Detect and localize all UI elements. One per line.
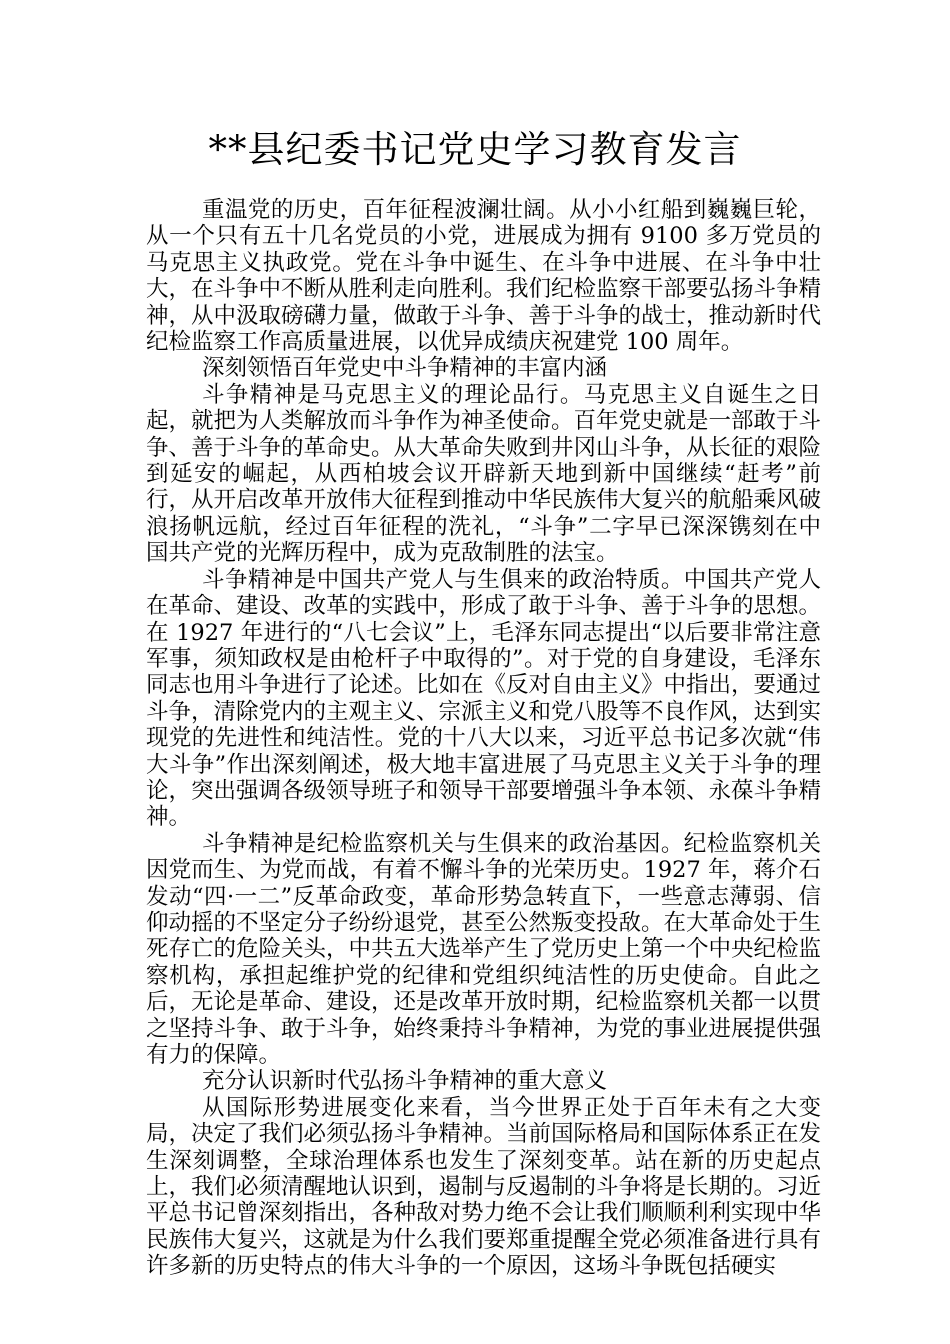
paragraph-political-trait: 斗争精神是中国共产党人与生俱来的政治特质。中国共产党人在革命、建设、改革的实践中，形成了敢于斗争、善于斗争的思想。在 1927 年进行的“八七会议”上，毛泽东同志提出“以后要非常注意军事，须知政权是由枪杆子中取得的”。对于党的自身建设，毛泽东同志也用斗争进行了论述。比如在《反对自由主义》中指出，要通过斗争，清除党内的主观主义、宗派主义和党八股等不良作风，达到实现党的先进性和纯洁性。党的十八大以来，习近平总书记多次就“伟大斗争”作出深刻阐述，极大地丰富进展了马克思主义关于斗争的理论，突出强调各级领导班子和领导干部要增强斗争本领、永葆斗争精神。 [146,566,822,831]
section-heading-2: 充分认识新时代弘扬斗争精神的重大意义 [202,1068,608,1095]
paragraph-theory: 斗争精神是马克思主义的理论品行。马克思主义自诞生之日起，就把为人类解放而斗争作为神圣使命。百年党史就是一部敢于斗争、善于斗争的革命史。从大革命失败到井冈山斗争，从长征的艰险到延安的崛起，从西柏坡会议开辟新天地到新中国继续“赶考”前行，从开启改革开放伟大征程到推动中华民族伟大复兴的航船乘风破浪扬帆远航，经过百年征程的洗礼，“斗争”二字早已深深镌刻在中国共产党的光辉历程中，成为克敌制胜的法宝。 [146,381,822,567]
document-title: **县纪委书记党史学习教育发言 [208,128,742,171]
paragraph-political-gene: 斗争精神是纪检监察机关与生俱来的政治基因。纪检监察机关因党而生、为党而战，有着不懈斗争的光荣历史。1927 年，蒋介石发动“四·一二”反革命政变，革命形势急转直下，一些意志薄弱、信仰动摇的不坚定分子纷纷退党，甚至公然叛变投敌。在大革命处于生死存亡的危险关头，中共五大选举产生了党历史上第一个中央纪检监察机构，承担起维护党的纪律和党组织纯洁性的历史使命。自此之后，无论是革命、建设，还是改革开放时期，纪检监察机关都一以贯之坚持斗争、敢于斗争，始终秉持斗争精神，为党的事业进展提供强有力的保障。 [146,830,822,1068]
section-heading-1: 深刻领悟百年党史中斗争精神的丰富内涵 [202,355,608,382]
paragraph-intro: 重温党的历史，百年征程波澜壮阔。从小小红船到巍巍巨轮，从一个只有五十几名党员的小党，进展成为拥有 9100 多万党员的马克思主义执政党。党在斗争中诞生、在斗争中进展、在斗争中壮大，在斗争中不断从胜利走向胜利。我们纪检监察干部要弘扬斗争精神，从中汲取磅礴力量，做敢于斗争、善于斗争的战士，推动新时代纪检监察工作高质量进展，以优异成绩庆祝建党 100 周年。 [146,197,822,356]
document-body [146,197,821,1280]
paragraph-international: 从国际形势进展变化来看，当今世界正处于百年未有之大变局，决定了我们必须弘扬斗争精神。当前国际格局和国际体系正在发生深刻调整，全球治理体系也发生了深刻变革。站在新的历史起点上，我们必须清醒地认识到，遏制与反遏制的斗争将是长期的。习近平总书记曾深刻指出，各种敌对势力绝不会让我们顺顺利利实现中华民族伟大复兴，这就是为什么我们要郑重提醒全党必须准备进行具有许多新的历史特点的伟大斗争的一个原因，这场斗争既包括硬实 [146,1094,822,1280]
